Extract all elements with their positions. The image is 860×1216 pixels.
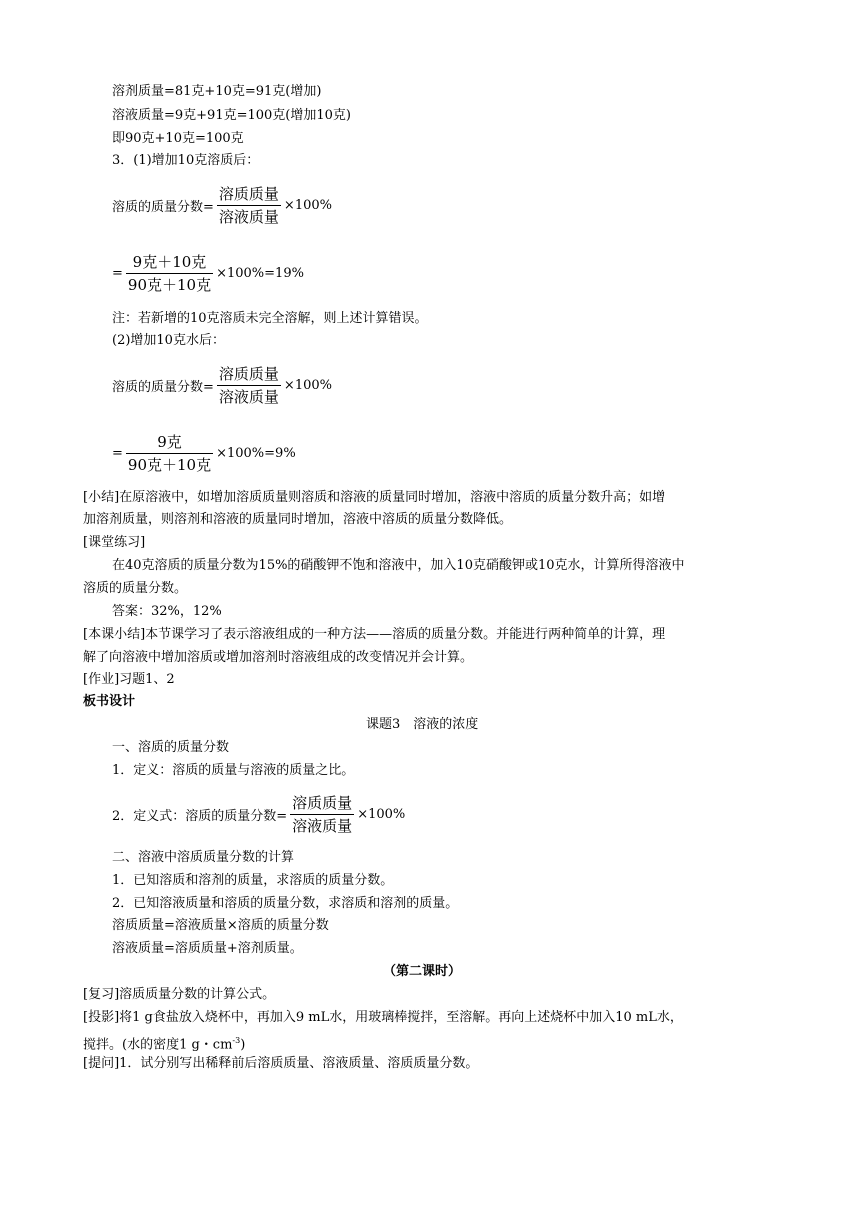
formula-definition-3 xyxy=(112,792,405,837)
formula-result-9 xyxy=(112,431,296,476)
practice-line-1: 在40克溶质的质量分数为15%的硝酸钾不饱和溶液中，加入10克硝酸钾或10克水，计算所得溶液中 xyxy=(112,558,685,573)
numerator: 溶质质量 xyxy=(218,365,279,383)
denominator: 90克＋10克 xyxy=(127,456,212,474)
calc-line-1: 1．已知溶质和溶剂的质量，求溶质的质量分数。 xyxy=(112,873,394,888)
formula-prefix: 2．定义式：溶质的质量分数= xyxy=(112,809,288,824)
formula-result-19 xyxy=(112,251,304,296)
projection-close: ) xyxy=(240,1037,246,1053)
denominator: 90克＋10克 xyxy=(127,276,212,294)
projection-line-1: [投影]将1 g食盐放入烧杯中，再加入9 mL水，用玻璃棒搅拌，至溶解。再向上述烧杯中加入10 mL水， xyxy=(83,1010,683,1025)
question-line: [提问]1．试分别写出稀释前后溶质质量、溶液质量、溶质质量分数。 xyxy=(83,1056,479,1071)
formula-suffix: ×100% xyxy=(357,807,406,822)
section-1-title: 一、溶质的质量分数 xyxy=(112,740,230,755)
board-topic: 课题3 溶液的浓度 xyxy=(366,717,479,732)
summary-line-1: [小结]在原溶液中，如增加溶质质量则溶质和溶液的质量同时增加，溶液中溶质的质量分数升高；如增 xyxy=(83,490,666,505)
fraction xyxy=(217,363,281,408)
calc-line-2: 2．已知溶液质量和溶质的质量分数，求溶质和溶剂的质量。 xyxy=(112,896,459,911)
formula-definition-1 xyxy=(112,183,332,228)
formula-prefix: = xyxy=(112,446,123,461)
lesson-summary-line-2: 解了向溶液中增加溶质或增加溶剂时溶液组成的改变情况并会计算。 xyxy=(83,650,474,665)
sum-line: 即90克+10克=100克 xyxy=(112,131,244,146)
section-2-title: 二、溶液中溶质质量分数的计算 xyxy=(112,850,295,865)
definition-line: 1．定义：溶质的质量与溶液的质量之比。 xyxy=(112,763,355,778)
formula-suffix: ×100%=19% xyxy=(216,266,304,281)
fraction xyxy=(126,431,213,476)
fraction xyxy=(126,251,213,296)
numerator: 9克＋10克 xyxy=(132,253,207,271)
summary-line-2: 加溶剂质量，则溶剂和溶液的质量同时增加，溶液中溶质的质量分数降低。 xyxy=(83,512,513,527)
projection-line-2 xyxy=(83,1031,245,1055)
calc-line-3: 溶质质量=溶液质量×溶质的质量分数 xyxy=(112,918,329,933)
fraction xyxy=(290,792,354,837)
formula-suffix: ×100% xyxy=(283,378,332,393)
practice-title: [课堂练习] xyxy=(83,535,146,550)
formula-suffix: ×100%=9% xyxy=(216,446,296,461)
solution-mass-line: 溶液质量=9克+91克=100克(增加10克) xyxy=(112,108,351,123)
step-3-heading: 3．(1)增加10克溶质后： xyxy=(112,153,260,168)
numerator: 溶质质量 xyxy=(292,794,353,812)
formula-prefix: 溶质的质量分数= xyxy=(112,380,214,395)
fraction xyxy=(217,183,281,228)
step-3-2-heading: (2)增加10克水后： xyxy=(112,333,225,348)
formula-prefix: 溶质的质量分数= xyxy=(112,200,214,215)
review-line: [复习]溶质质量分数的计算公式。 xyxy=(83,987,276,1002)
practice-line-2: 溶质的质量分数。 xyxy=(83,581,188,596)
numerator: 9克 xyxy=(157,433,182,451)
lesson-summary-line-1: [本课小结]本节课学习了表示溶液组成的一种方法——溶质的质量分数。并能进行两种简单的计算，理 xyxy=(83,627,666,642)
formula-definition-2 xyxy=(112,363,332,408)
homework-line: [作业]习题1、2 xyxy=(83,672,175,687)
denominator: 溶液质量 xyxy=(218,208,279,226)
projection-text: 搅拌。(水的密度1 g・cm xyxy=(83,1037,233,1053)
formula-suffix: ×100% xyxy=(283,198,332,213)
formula-prefix: = xyxy=(112,266,123,281)
answer-line: 答案：32%，12% xyxy=(112,604,222,619)
note-line: 注：若新增的10克溶质未完全溶解，则上述计算错误。 xyxy=(112,311,428,326)
calc-line-4: 溶液质量=溶质质量+溶剂质量。 xyxy=(112,941,303,956)
denominator: 溶液质量 xyxy=(218,388,279,406)
solvent-mass-line: 溶剂质量=81克+10克=91克(增加) xyxy=(112,84,322,99)
exponent: -3 xyxy=(232,1036,241,1045)
board-design-title: 板书设计 xyxy=(83,694,136,709)
second-lesson-title: （第二课时） xyxy=(383,964,462,979)
denominator: 溶液质量 xyxy=(292,817,353,835)
numerator: 溶质质量 xyxy=(218,185,279,203)
